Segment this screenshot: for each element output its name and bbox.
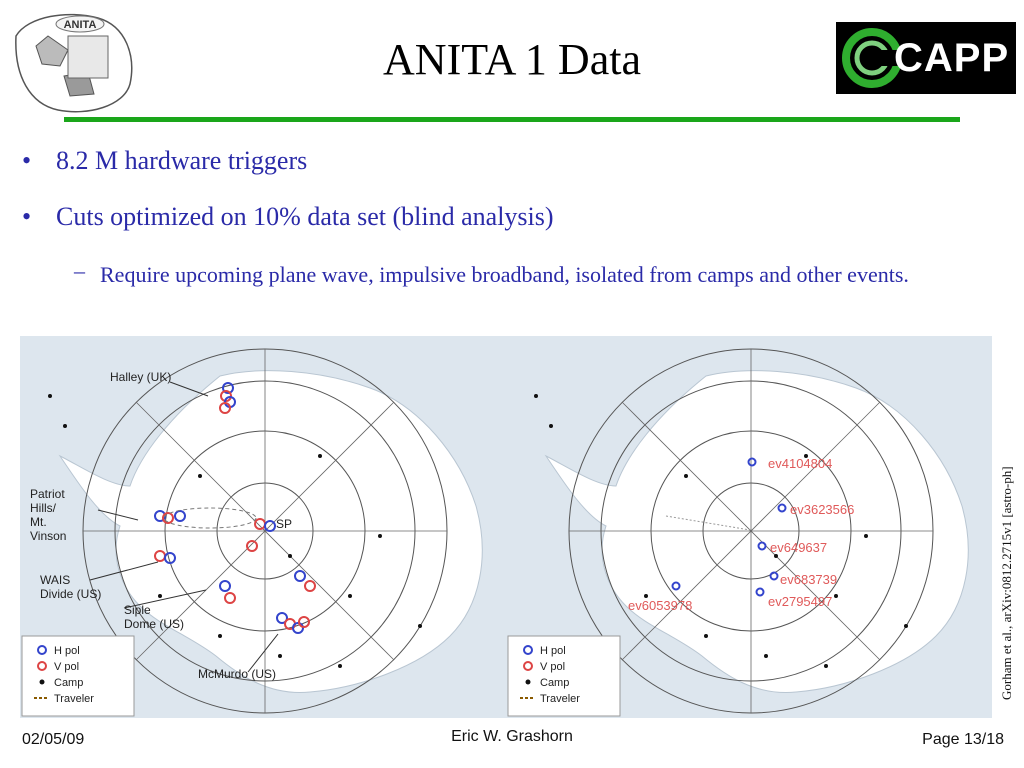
ccapp-logo-text: CAPP [894, 36, 1010, 80]
page-title: ANITA 1 Data [383, 35, 641, 84]
bullet-marker: • [22, 146, 32, 175]
footer-author: Eric W. Grashorn [451, 728, 573, 745]
legend-camp: Camp [540, 677, 570, 689]
legend-camp: Camp [54, 677, 84, 689]
legend-hpol: H pol [540, 645, 566, 657]
label-siple: Dome (US) [124, 617, 185, 631]
event-label: ev683739 [780, 572, 838, 587]
legend-traveler: Traveler [54, 693, 94, 705]
event-label: ev649637 [770, 540, 828, 555]
label-patriot: Patriot [30, 487, 65, 501]
legend-right [508, 636, 620, 716]
label-wais: WAIS [40, 573, 71, 587]
sub-bullet-marker: – [74, 258, 85, 283]
citation-text: Gorham et al., arXiv:0812.2715v1 [astro-ph] [999, 466, 1014, 700]
event-label: ev4104804 [768, 456, 833, 471]
label-wais: Divide (US) [40, 587, 102, 601]
event-label: ev6053978 [628, 598, 693, 613]
label-south-pole: SP [276, 517, 293, 531]
label-patriot: Vinson [30, 529, 67, 543]
label-patriot: Mt. [30, 515, 47, 529]
event-label: ev2795497 [768, 594, 833, 609]
bullet-triggers: 8.2 M hardware triggers [56, 146, 308, 175]
footer-page-number: Page 13/18 [922, 731, 1004, 748]
antarctica-map-candidates [506, 336, 992, 718]
event-label: ev3623566 [790, 502, 855, 517]
title-rule [64, 117, 960, 122]
legend-left [22, 636, 134, 716]
legend-vpol: V pol [54, 661, 80, 673]
antarctica-map-events [20, 336, 506, 718]
footer-date: 02/05/09 [22, 731, 85, 748]
anita-logo-text: ANITA [63, 19, 97, 31]
label-halley: Halley (UK) [110, 370, 172, 384]
bullet-cuts: Cuts optimized on 10% data set (blind analysis) [56, 202, 554, 231]
label-mcmurdo: McMurdo (US) [198, 667, 277, 681]
legend-traveler: Traveler [540, 693, 580, 705]
bullet-marker: • [22, 202, 32, 231]
label-siple: Siple [124, 603, 151, 617]
label-patriot: Hills/ [30, 501, 56, 515]
legend-vpol: V pol [540, 661, 566, 673]
sub-bullet-requirements: Require upcoming plane wave, impulsive broadband, isolated from camps and other events. [100, 262, 909, 287]
citation [993, 390, 1019, 710]
legend-hpol: H pol [54, 645, 80, 657]
